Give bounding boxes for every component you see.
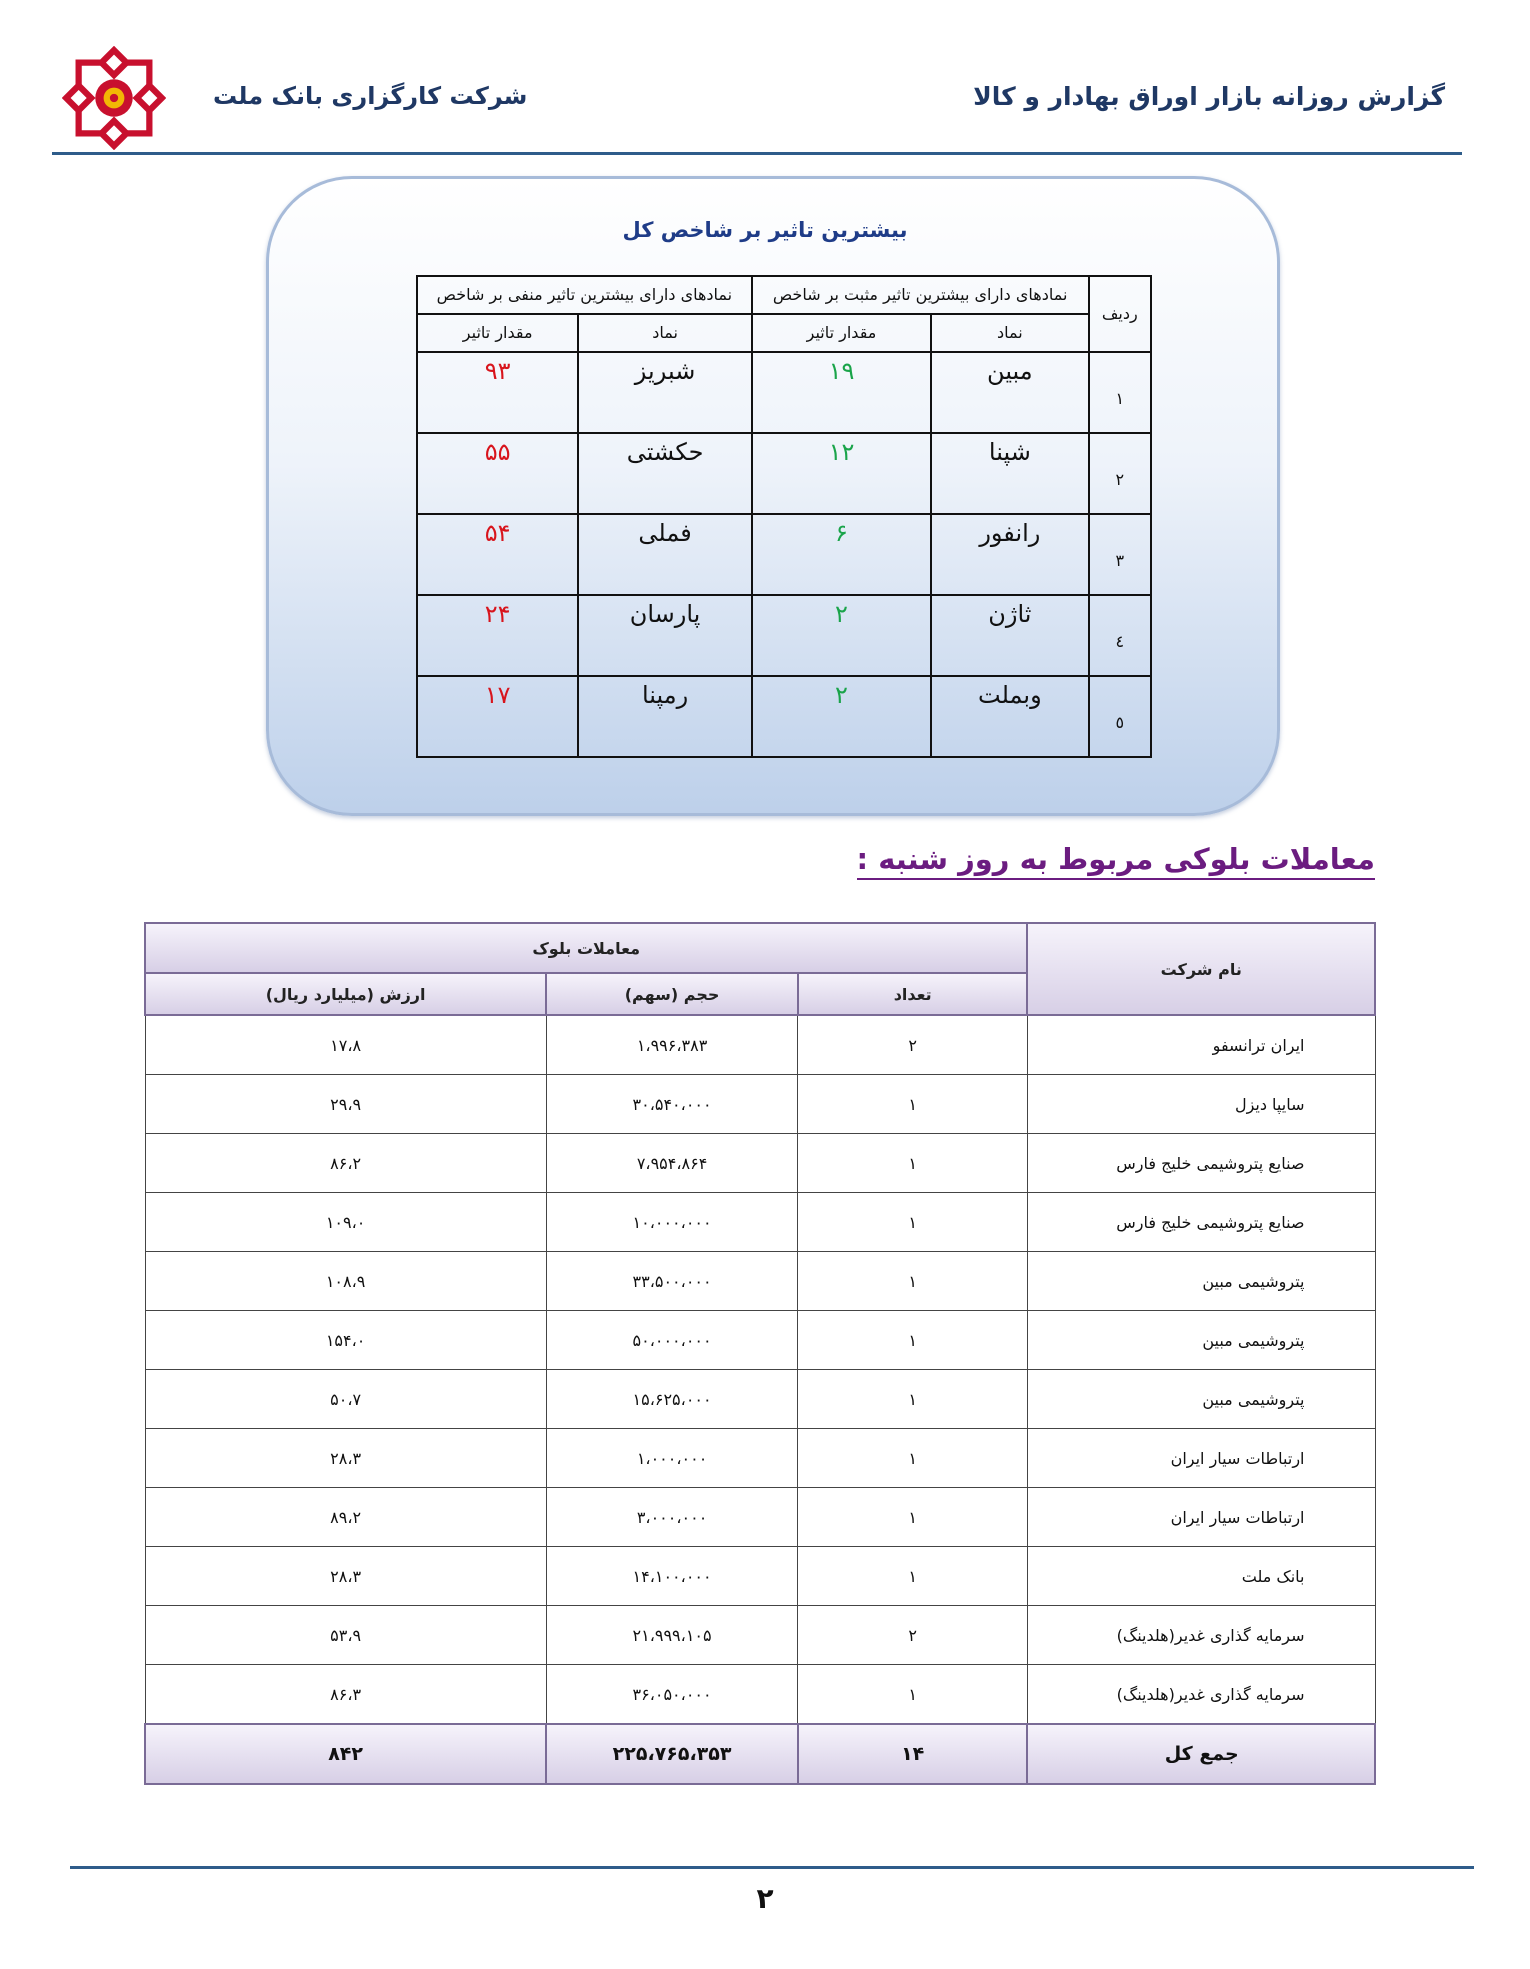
block-trades-table (144, 922, 1376, 1785)
count-cell: ۱ (798, 1665, 1028, 1725)
volume-cell: ۳۳،۵۰۰،۰۰۰ (546, 1252, 798, 1311)
row-index: ۳ (1089, 514, 1152, 595)
value-cell: ۱۵۴،۰ (145, 1311, 546, 1370)
count-header: تعداد (798, 973, 1028, 1015)
negative-group-header: نمادهای دارای بیشترین تاثیر منفی بر شاخص (417, 276, 752, 314)
pos-symbol: وبملت (931, 676, 1088, 757)
company-cell: صنایع پتروشیمی خلیج فارس (1027, 1134, 1375, 1193)
company-cell: ارتباطات سیار ایران (1027, 1488, 1375, 1547)
table-row (145, 1134, 1375, 1193)
value-cell: ۱۷،۸ (145, 1015, 546, 1075)
table-row (145, 1429, 1375, 1488)
pos-symbol: مبین (931, 352, 1088, 433)
table-row (145, 1075, 1375, 1134)
total-label: جمع کل (1027, 1724, 1375, 1784)
count-cell: ۱ (798, 1252, 1028, 1311)
positive-group-header: نمادهای دارای بیشترین تاثیر مثبت بر شاخص (752, 276, 1089, 314)
table-row (145, 1252, 1375, 1311)
value-cell: ۵۳،۹ (145, 1606, 546, 1665)
neg-value: ۵۵ (417, 433, 578, 514)
pos-value: ۲ (752, 676, 931, 757)
volume-cell: ۱۰،۰۰۰،۰۰۰ (546, 1193, 798, 1252)
table-row (145, 1311, 1375, 1370)
pos-symbol: ثاژن (931, 595, 1088, 676)
pos-value: ۲ (752, 595, 931, 676)
volume-cell: ۵۰،۰۰۰،۰۰۰ (546, 1311, 798, 1370)
neg-symbol: شبریز (578, 352, 751, 433)
neg-symbol: فملی (578, 514, 751, 595)
neg-value: ۲۴ (417, 595, 578, 676)
neg-amount-header: مقدار تاثیر (417, 314, 578, 352)
pos-symbol: شپنا (931, 433, 1088, 514)
col-row-header: ردیف (1089, 276, 1152, 352)
value-cell: ۱۰۸،۹ (145, 1252, 546, 1311)
impact-subheader-row (417, 314, 1151, 352)
value-cell: ۱۰۹،۰ (145, 1193, 546, 1252)
pos-value: ۱۲ (752, 433, 931, 514)
table-row (417, 514, 1151, 595)
pos-symbol: رانفور (931, 514, 1088, 595)
value-cell: ۸۶،۳ (145, 1665, 546, 1725)
count-cell: ۱ (798, 1370, 1028, 1429)
footer-divider (70, 1866, 1474, 1869)
neg-value: ۵۴ (417, 514, 578, 595)
table-row (145, 1488, 1375, 1547)
bank-mellat-logo (62, 46, 166, 150)
value-cell: ۵۰،۷ (145, 1370, 546, 1429)
volume-cell: ۲۱،۹۹۹،۱۰۵ (546, 1606, 798, 1665)
impact-header-row (417, 276, 1151, 314)
count-cell: ۱ (798, 1311, 1028, 1370)
count-cell: ۱ (798, 1193, 1028, 1252)
value-cell: ۸۹،۲ (145, 1488, 546, 1547)
count-cell: ۱ (798, 1075, 1028, 1134)
table-row (145, 1015, 1375, 1075)
volume-header: حجم (سهم) (546, 973, 798, 1015)
table-row (417, 676, 1151, 757)
neg-symbol: پارسان (578, 595, 751, 676)
count-cell: ۲ (798, 1606, 1028, 1665)
table-row (417, 352, 1151, 433)
table-row (145, 1547, 1375, 1606)
company-cell: سرمایه گذاری غدیر(هلدینگ) (1027, 1665, 1375, 1725)
total-count: ۱۴ (798, 1724, 1028, 1784)
volume-cell: ۳۶،۰۵۰،۰۰۰ (546, 1665, 798, 1725)
company-cell: پتروشیمی مبین (1027, 1311, 1375, 1370)
count-cell: ۱ (798, 1488, 1028, 1547)
company-cell: بانک ملت (1027, 1547, 1375, 1606)
volume-cell: ۳،۰۰۰،۰۰۰ (546, 1488, 798, 1547)
table-row (417, 433, 1151, 514)
company-cell: ارتباطات سیار ایران (1027, 1429, 1375, 1488)
value-cell: ۸۶،۲ (145, 1134, 546, 1193)
company-name: شرکت کارگزاری بانک ملت (213, 82, 528, 110)
neg-symbol-header: نماد (578, 314, 751, 352)
row-index: ۲ (1089, 433, 1152, 514)
table-row (145, 1665, 1375, 1725)
company-cell: صنایع پتروشیمی خلیج فارس (1027, 1193, 1375, 1252)
impact-title: بیشترین تاثیر بر شاخص کل (622, 218, 908, 242)
neg-symbol: حکشتی (578, 433, 751, 514)
volume-cell: ۱،۰۰۰،۰۰۰ (546, 1429, 798, 1488)
report-title: گزارش روزانه بازار اوراق بهادار و کالا (973, 82, 1445, 111)
neg-value: ۹۳ (417, 352, 578, 433)
total-volume: ۲۲۵،۷۶۵،۳۵۳ (546, 1724, 798, 1784)
table-row (145, 1606, 1375, 1665)
count-cell: ۱ (798, 1429, 1028, 1488)
neg-value: ۱۷ (417, 676, 578, 757)
value-cell: ۲۹،۹ (145, 1075, 546, 1134)
pos-value: ۱۹ (752, 352, 931, 433)
total-value: ۸۴۲ (145, 1724, 546, 1784)
total-row (145, 1724, 1375, 1784)
count-cell: ۱ (798, 1547, 1028, 1606)
value-cell: ۲۸،۳ (145, 1547, 546, 1606)
header-divider (52, 152, 1462, 155)
pos-amount-header: مقدار تاثیر (752, 314, 931, 352)
block-header-row (145, 923, 1375, 973)
count-cell: ۲ (798, 1015, 1028, 1075)
row-index: ٥ (1089, 676, 1152, 757)
block-trades-title: معاملات بلوکی مربوط به روز شنبه : (857, 842, 1375, 880)
pos-value: ۶ (752, 514, 931, 595)
volume-cell: ۱۴،۱۰۰،۰۰۰ (546, 1547, 798, 1606)
table-row (417, 595, 1151, 676)
pos-symbol-header: نماد (931, 314, 1088, 352)
company-cell: پتروشیمی مبین (1027, 1370, 1375, 1429)
volume-cell: ۷،۹۵۴،۸۶۴ (546, 1134, 798, 1193)
volume-cell: ۱،۹۹۶،۳۸۳ (546, 1015, 798, 1075)
company-cell: سایپا دیزل (1027, 1075, 1375, 1134)
table-row (145, 1193, 1375, 1252)
company-header: نام شرکت (1027, 923, 1375, 1015)
value-cell: ۲۸،۳ (145, 1429, 546, 1488)
count-cell: ۱ (798, 1134, 1028, 1193)
value-header: ارزش (میلیارد ریال) (145, 973, 546, 1015)
block-group-header: معاملات بلوک (145, 923, 1027, 973)
table-row (145, 1370, 1375, 1429)
company-cell: سرمایه گذاری غدیر(هلدینگ) (1027, 1606, 1375, 1665)
volume-cell: ۱۵،۶۲۵،۰۰۰ (546, 1370, 798, 1429)
row-index: ٤ (1089, 595, 1152, 676)
neg-symbol: رمپنا (578, 676, 751, 757)
page-number: ۲ (756, 1882, 774, 1915)
volume-cell: ۳۰،۵۴۰،۰۰۰ (546, 1075, 798, 1134)
row-index: ۱ (1089, 352, 1152, 433)
company-cell: ایران ترانسفو (1027, 1015, 1375, 1075)
impact-table (416, 275, 1152, 758)
company-cell: پتروشیمی مبین (1027, 1252, 1375, 1311)
